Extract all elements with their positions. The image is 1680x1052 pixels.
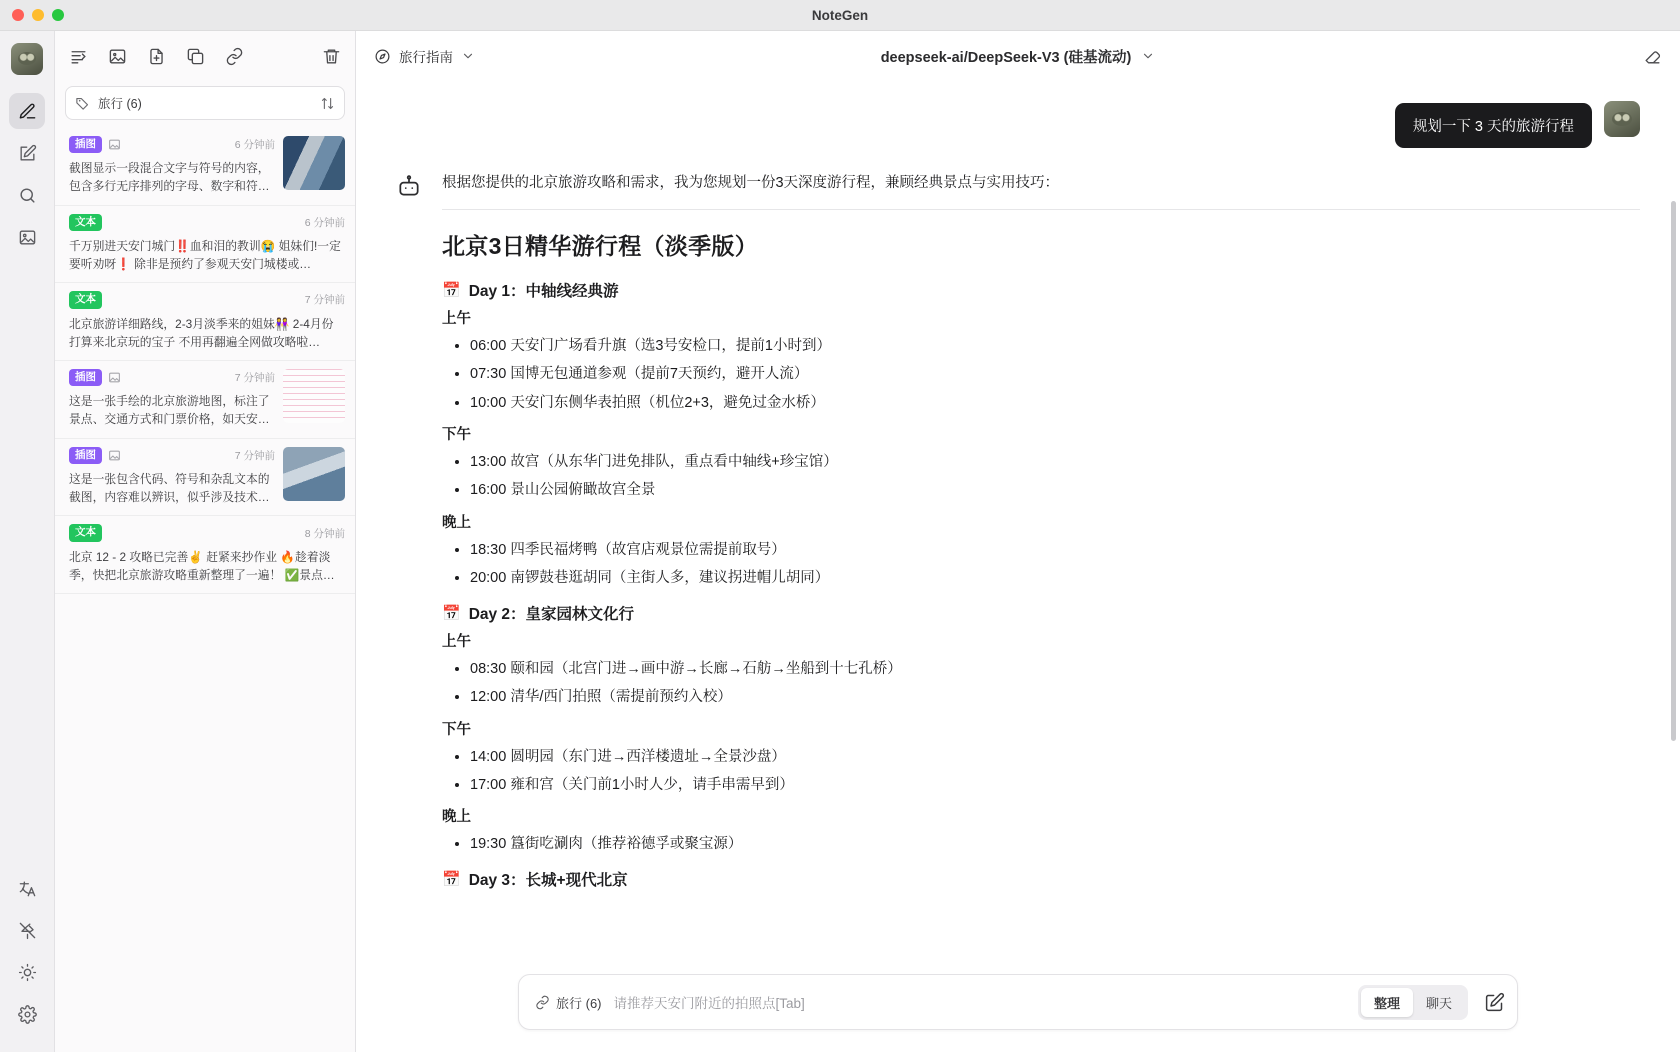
window-title: NoteGen [811,7,869,23]
image-clip-icon[interactable] [108,47,127,66]
itinerary-title: 北京3日精华游行程（淡季版） [442,233,758,260]
bot-icon [396,172,424,896]
timestamp: 7 分钟前 [304,294,345,307]
avatar[interactable] [11,43,43,75]
period-label: 晚上 [442,514,471,531]
list-item[interactable] [55,128,355,206]
activity-item: • 16:00 景山公园俯瞰故宫全景 [470,476,1640,504]
activity-item: • 08:30 颐和园（北宫门进→画中游→长廊→石舫→坐船到十七孔桥） [470,655,1640,683]
list-item[interactable] [55,361,355,439]
status-badge: 插图 [69,447,102,464]
timestamp: 6 分钟前 [234,139,275,152]
day-title: Day 1：中轴线经典游 [468,283,619,301]
status-badge: 插图 [69,369,102,386]
list-item-description: 这是一张手绘的北京旅游地图，标注了景点、交通方式和门票价格，如天安… [69,394,270,427]
pin-off-icon [18,921,37,940]
calendar-icon: 📅 [442,871,461,889]
copy-icon[interactable] [186,47,205,66]
list-item-header [69,369,275,386]
link-icon[interactable] [225,47,244,66]
list-item-description: 这是一张包含代码、符号和杂乱文本的截图，内容难以辨识，似乎涉及技术… [69,471,270,505]
compass-icon [374,48,391,65]
left-rail [0,31,55,1052]
list-item-content [69,524,345,584]
list-item-thumbnail[interactable] [283,369,345,423]
user-message-row [396,89,1640,148]
mode-tidy-button[interactable]: 整理 [1361,988,1413,1017]
divider [442,209,1640,210]
list-item-thumbnail[interactable] [283,447,345,501]
activity-list [442,536,1640,593]
minimize-window-button[interactable] [32,9,44,21]
list-item-header [69,214,345,231]
content-fade [356,948,1680,974]
settings-button[interactable] [9,996,45,1032]
image-icon [108,371,121,384]
main-panel [356,31,1680,1052]
context-chip[interactable] [535,993,602,1012]
period-label: 下午 [442,721,471,738]
sidebar-toolbar [55,31,355,81]
timestamp: 7 分钟前 [234,449,275,462]
activity-item: • 18:30 四季民福烤鸭（故宫店观景位需提前取号） [470,536,1640,564]
mode-switch[interactable] [1358,985,1468,1020]
timestamp: 8 分钟前 [304,527,345,540]
chevron-down-icon[interactable] [461,49,475,63]
assistant-answer [442,172,1640,896]
link-icon [535,995,550,1010]
image-icon [18,228,37,247]
day-title: Day 2：皇家园林文化行 [468,606,635,624]
composer[interactable] [518,974,1518,1030]
timestamp: 7 分钟前 [234,372,275,385]
main-header [356,31,1680,81]
image-icon [108,449,121,462]
send-button[interactable] [1480,992,1505,1013]
message-input[interactable]: 请推荐天安门附近的拍照点[Tab] [613,996,805,1011]
assistant-intro: 根据您提供的北京旅游攻略和需求，我为您规划一份3天深度游行程，兼顾经典景点与实用技巧： [442,175,1060,191]
list-item[interactable] [55,516,355,594]
clear-chat-button[interactable] [1643,47,1662,66]
calendar-icon: 📅 [442,282,461,300]
activity-item: • 07:30 国博无包通道参观（提前7天预约，避开人流） [470,360,1640,388]
list-item-description: 截图显示一段混合文字与符号的内容，包含多行无序排列的字母、数字和符… [69,161,270,194]
sidebar-item-search[interactable] [9,177,45,213]
period-label: 下午 [442,426,471,443]
activity-list [442,830,1640,858]
document-title: 旅行指南 [399,50,453,65]
activity-item: • 12:00 清华/西门拍照（需提前预约入校） [470,683,1640,711]
model-name: deepseek-ai/DeepSeek-V3 (硅基流动) [880,49,1132,66]
mode-chat-button[interactable]: 聊天 [1425,995,1452,1011]
app-body [0,31,1680,1052]
activity-item: • 13:00 故宫（从东华门进免排队，重点看中轴线+珍宝馆） [470,448,1640,476]
activity-item: • 06:00 天安门广场看升旗（选3号安检口，提前1小时到） [470,332,1640,360]
activity-item: • 19:30 簋街吃涮肉（推荐裕德孚或聚宝源） [470,830,1640,858]
image-icon [108,138,121,151]
sun-icon [18,963,37,982]
activity-list [442,332,1640,417]
model-selector[interactable] [881,46,1156,67]
content-scrollbar[interactable] [1671,201,1676,741]
assistant-message-row [396,172,1640,896]
translate-button[interactable] [9,870,45,906]
tag-filter-label: 旅行 (6) [98,97,142,111]
tag-icon [75,96,90,111]
chat-content[interactable] [356,81,1680,974]
activity-list [442,448,1640,505]
title-bar [0,0,1680,31]
period-label: 晚上 [442,809,471,826]
avatar [1604,101,1640,137]
list-item-header [69,136,275,153]
context-chip-label: 旅行 (6) [556,995,602,1011]
day-title: Day 3：长城+现代北京 [468,872,628,890]
clip-list[interactable] [55,128,355,1052]
rail-bottom-group [9,870,45,1052]
list-item-content [69,214,345,274]
list-item-header [69,447,275,464]
window-controls[interactable] [0,9,64,21]
list-item-description: 北京 12 - 2 攻略已完善✌️ 赶紧来抄作业 🔥趁着淡季，快把北京旅游攻略重新整理了一遍！ ✅景点… [69,549,335,582]
compose-icon [1484,992,1505,1013]
sidebar-item-gallery[interactable] [9,219,45,255]
list-item[interactable] [55,206,355,284]
trash-icon[interactable] [322,47,341,66]
pin-toggle-button[interactable] [9,912,45,948]
status-badge: 插图 [69,136,102,153]
activity-item: • 14:00 圆明园（东门进→西洋楼遗址→全景沙盘） [470,743,1640,771]
list-item-content [69,447,275,507]
activity-item: • 17:00 雍和宫（关门前1小时人少，请手串需早到） [470,771,1640,799]
sort-icon[interactable] [320,96,335,111]
list-item-header [69,291,345,308]
status-badge: 文本 [69,524,102,541]
search-icon [18,186,37,205]
day-heading [442,868,1640,890]
document-selector[interactable] [374,46,475,66]
close-window-button[interactable] [12,9,24,21]
theme-toggle-button[interactable] [9,954,45,990]
tag-filter[interactable] [65,86,345,120]
edit-square-icon [18,144,37,163]
list-item-description: 北京旅游详细路线，2-3月淡季来的姐妹👭 2-4月份打算来北京玩的宝子 不用再翻遍全网做攻略啦… [69,316,334,349]
day-heading [442,279,1640,301]
status-badge: 文本 [69,214,102,231]
timestamp: 6 分钟前 [304,216,345,229]
file-plus-icon[interactable] [147,47,166,66]
activity-item: • 10:00 天安门东侧华表拍照（机位2+3，避免过金水桥） [470,389,1640,417]
list-item-content [69,291,345,351]
sidebar-item-notes[interactable] [9,93,45,129]
composer-area [356,974,1680,1052]
list-item-header [69,524,345,541]
list-item-content [69,136,275,196]
chevron-down-icon[interactable] [1141,49,1155,63]
list-item[interactable] [55,283,355,361]
period-label: 上午 [442,634,471,651]
gear-icon [18,1005,37,1024]
itinerary-days [442,279,1640,890]
sidebar-item-write[interactable] [9,135,45,171]
clips-sidebar [55,31,356,1052]
activity-item: • 20:00 南锣鼓巷逛胡同（主街人多，建议拐进帽儿胡同） [470,564,1640,592]
period-label: 上午 [442,311,471,328]
list-item-description: 千万别进天安门城门‼️血和泪的教训😭 姐妹们!一定要听劝呀❗ 除非是预约了参观天安门城楼或… [69,238,341,272]
text-clip-icon[interactable] [69,47,88,66]
activity-list [442,655,1640,712]
day-heading [442,602,1640,624]
activity-list [442,743,1640,800]
user-message: 规划一下 3 天的旅游行程 [1395,103,1592,148]
list-item[interactable] [55,439,355,517]
translate-icon [18,879,37,898]
calendar-icon: 📅 [442,605,461,623]
list-item-thumbnail[interactable] [283,136,345,190]
status-badge: 文本 [69,291,102,308]
maximize-window-button[interactable] [52,9,64,21]
eraser-icon [1643,47,1662,66]
pen-note-icon [18,102,37,121]
list-item-content [69,369,275,429]
